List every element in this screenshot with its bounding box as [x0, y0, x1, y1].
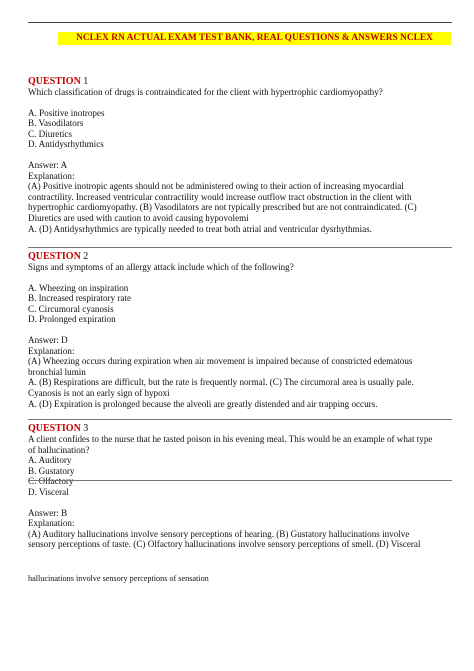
option: A. Positive inotropes	[28, 107, 105, 118]
option: C. Circumoral cyanosis	[28, 303, 114, 314]
question-text: Signs and symptoms of an allergy attack include which of the following?	[28, 262, 294, 272]
option: C. Diuretics	[28, 128, 72, 139]
explanation-line: hypertrophic cardiomyopathy. (B) Vasodilators are not typically prescribed but are not contraindicated. (C)	[28, 202, 417, 213]
explanation-line: Cyanosis is not an early sign of hypoxi	[28, 387, 170, 398]
question-number: 1	[83, 76, 89, 87]
question-separator	[28, 419, 452, 420]
question-label: QUESTION	[28, 76, 81, 87]
explanation-label: Explanation:	[28, 345, 75, 356]
explanation-line: A. (B) Respirations are difficult, but the rate is frequently normal. (C) The circumoral area is usually pale.	[28, 377, 414, 388]
option: A. Wheezing on inspiration	[28, 282, 129, 293]
question-heading	[28, 251, 452, 262]
explanation-label: Explanation:	[28, 518, 75, 529]
explanation-line: (A) Auditory hallucinations involve sensory perceptions of hearing. (B) Gustatory hallucinations involve	[28, 528, 410, 539]
option: B. Increased respiratory rate	[28, 293, 132, 304]
question-separator	[28, 247, 452, 248]
option: D. Visceral	[28, 486, 69, 497]
explanation-line: contractility. Increased ventricular contractility would increase outflow tract obstruction in the client with	[28, 191, 412, 202]
question-text: of hallucination?	[28, 444, 90, 455]
question-block-1	[28, 76, 452, 234]
explanation-line: bronchial lumin	[28, 366, 86, 377]
option: A. Auditory	[28, 455, 72, 466]
option: B. Vasodilators	[28, 118, 84, 129]
top-rule	[28, 22, 452, 23]
option: D. Antidysrhythmics	[28, 139, 104, 150]
question-label: QUESTION	[28, 251, 81, 262]
explanation-line: sensory perceptions of taste. (C) Olfactory hallucinations involve sensory perceptions of smell. (D) Visceral	[28, 539, 421, 550]
explanation-line: Diuretics are used with caution to avoid causing hypovolemi	[28, 212, 249, 223]
explanation-line: A. (D) Antidysrhythmics are typically needed to treat both atrial and ventricular dysrhythmias.	[28, 223, 372, 234]
question-heading	[28, 423, 452, 434]
question-block-3	[28, 423, 452, 550]
answer: Answer: A	[28, 159, 68, 170]
page-footer-text: hallucinations involve sensory perceptions of sensation	[28, 574, 209, 583]
answer: Answer: B	[28, 507, 68, 518]
question-heading	[28, 76, 452, 87]
question-separator	[28, 480, 452, 481]
option: D. Prolonged expiration	[28, 314, 116, 325]
question-number: 2	[83, 251, 89, 262]
explanation-line: (A) Wheezing occurs during expiration when air movement is impaired because of constricted edematous	[28, 356, 413, 367]
option: B. Gustatory	[28, 465, 75, 476]
explanation-line: A. (D) Expiration is prolonged because the alveoli are greatly distended and air trapping occurs.	[28, 398, 378, 409]
question-number: 3	[83, 423, 89, 434]
question-block-2	[28, 251, 452, 409]
option: C. Olfactory	[28, 476, 74, 487]
question-text: Which classification of drugs is contraindicated for the client with hypertrophic cardiomyopathy?	[28, 87, 383, 97]
explanation-label: Explanation:	[28, 170, 75, 181]
explanation-line: (A) Positive inotropic agents should not be administered owing to their action of increasing myocardial	[28, 181, 404, 192]
document-title: NCLEX RN ACTUAL EXAM TEST BANK, REAL QUESTIONS & ANSWERS NCLEX	[58, 32, 451, 45]
question-label: QUESTION	[28, 423, 81, 434]
question-text: A client confides to the nurse that he tasted poison in his evening meal. This would be an example of what type	[28, 434, 433, 444]
answer: Answer: D	[28, 334, 68, 345]
